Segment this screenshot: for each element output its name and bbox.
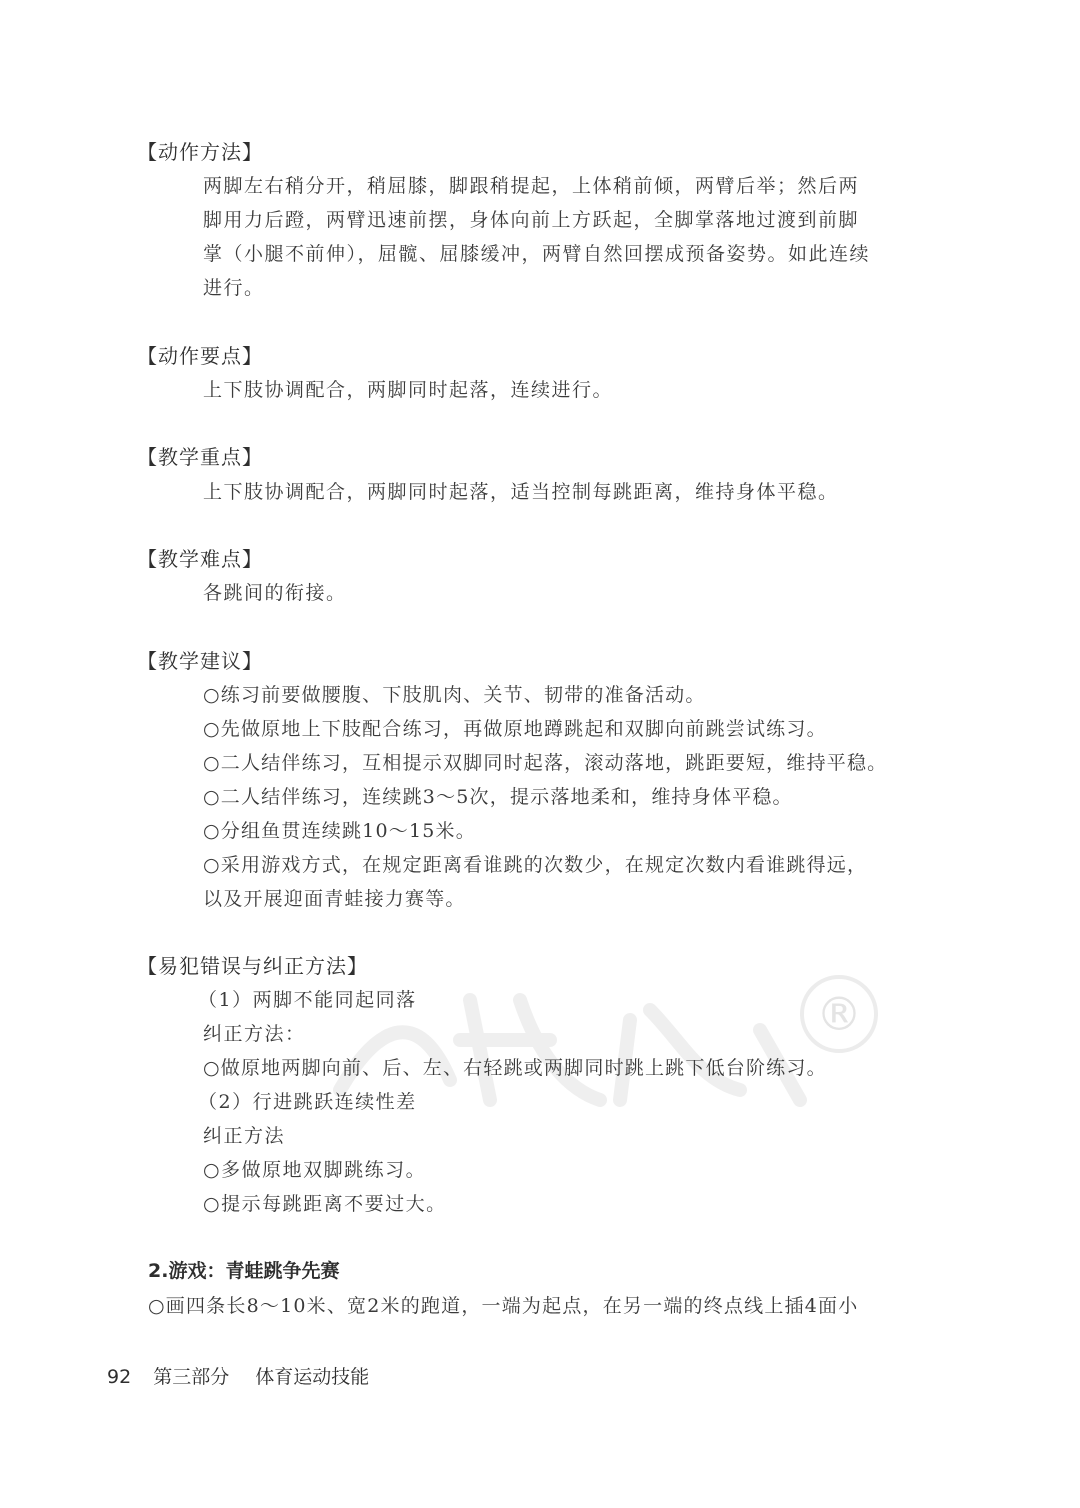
suggestion-item: ○先做原地上下肢配合练习，再做原地蹲跳起和双脚向前跳尝试练习。 bbox=[203, 718, 827, 740]
method-line-1: 两脚左右稍分开，稍屈膝，脚跟稍提起，上体稍前倾，两臂后举；然后两 bbox=[203, 175, 860, 197]
section-heading-key-points: 【动作要点】 bbox=[137, 344, 263, 368]
method-line-2: 脚用力后蹬，两臂迅速前摆，身体向前上方跃起，全脚掌落地过渡到前脚 bbox=[203, 209, 860, 231]
section-heading-teaching-suggestions: 【教学建议】 bbox=[137, 649, 263, 673]
section-heading-teaching-focus: 【教学重点】 bbox=[137, 445, 263, 469]
suggestion-item: ○练习前要做腰腹、下肢肌肉、关节、韧带的准备活动。 bbox=[203, 684, 706, 706]
page-footer bbox=[107, 1362, 369, 1389]
section-heading-method: 【动作方法】 bbox=[137, 140, 263, 164]
teaching-focus-line-1: 上下肢协调配合，两脚同时起落，适当控制每跳距离，维持身体平稳。 bbox=[203, 481, 839, 503]
page-number: 92 bbox=[107, 1366, 132, 1388]
error-item-2: （2）行进跳跃连续性差 bbox=[198, 1091, 417, 1113]
registered-watermark-icon: ® bbox=[800, 975, 878, 1053]
suggestion-item: ○二人结伴练习，连续跳3～5次，提示落地柔和，维持身体平稳。 bbox=[203, 786, 793, 808]
footer-title: 体育运动技能 bbox=[255, 1366, 370, 1388]
key-points-line-1: 上下肢协调配合，两脚同时起落，连续进行。 bbox=[203, 379, 614, 401]
method-line-4: 进行。 bbox=[203, 277, 265, 299]
suggestion-item: ○分组鱼贯连续跳10～15米。 bbox=[203, 820, 476, 842]
correction-item: ○多做原地双脚跳练习。 bbox=[203, 1159, 427, 1181]
suggestion-item: ○采用游戏方式，在规定距离看谁跳的次数少，在规定次数内看谁跳得远， bbox=[203, 854, 868, 876]
game-heading: 2.游戏：青蛙跳争先赛 bbox=[148, 1260, 340, 1282]
footer-part: 第三部分 bbox=[153, 1366, 230, 1388]
game-line-1: ○画四条长8～10米、宽2米的跑道，一端为起点，在另一端的终点线上插4面小 bbox=[148, 1295, 859, 1317]
error-item-1: （1）两脚不能同起同落 bbox=[198, 989, 417, 1011]
suggestion-item-continued: 以及开展迎面青蛙接力赛等。 bbox=[203, 888, 466, 910]
correction-label: 纠正方法 bbox=[203, 1125, 286, 1147]
suggestion-item: ○二人结伴练习，互相提示双脚同时起落，滚动落地，跳距要短，维持平稳。 bbox=[203, 752, 888, 774]
section-heading-teaching-difficulty: 【教学难点】 bbox=[137, 547, 263, 571]
teaching-difficulty-line-1: 各跳间的衔接。 bbox=[203, 582, 347, 604]
section-heading-errors: 【易犯错误与纠正方法】 bbox=[137, 954, 368, 978]
correction-label: 纠正方法： bbox=[203, 1023, 306, 1045]
correction-item: ○做原地两脚向前、后、左、右轻跳或两脚同时跳上跳下低台阶练习。 bbox=[203, 1057, 827, 1079]
method-line-3: 掌（小腿不前伸），屈髋、屈膝缓冲，两臂自然回摆成预备姿势。如此连续 bbox=[203, 243, 871, 265]
correction-item: ○提示每跳距离不要过大。 bbox=[203, 1193, 447, 1215]
